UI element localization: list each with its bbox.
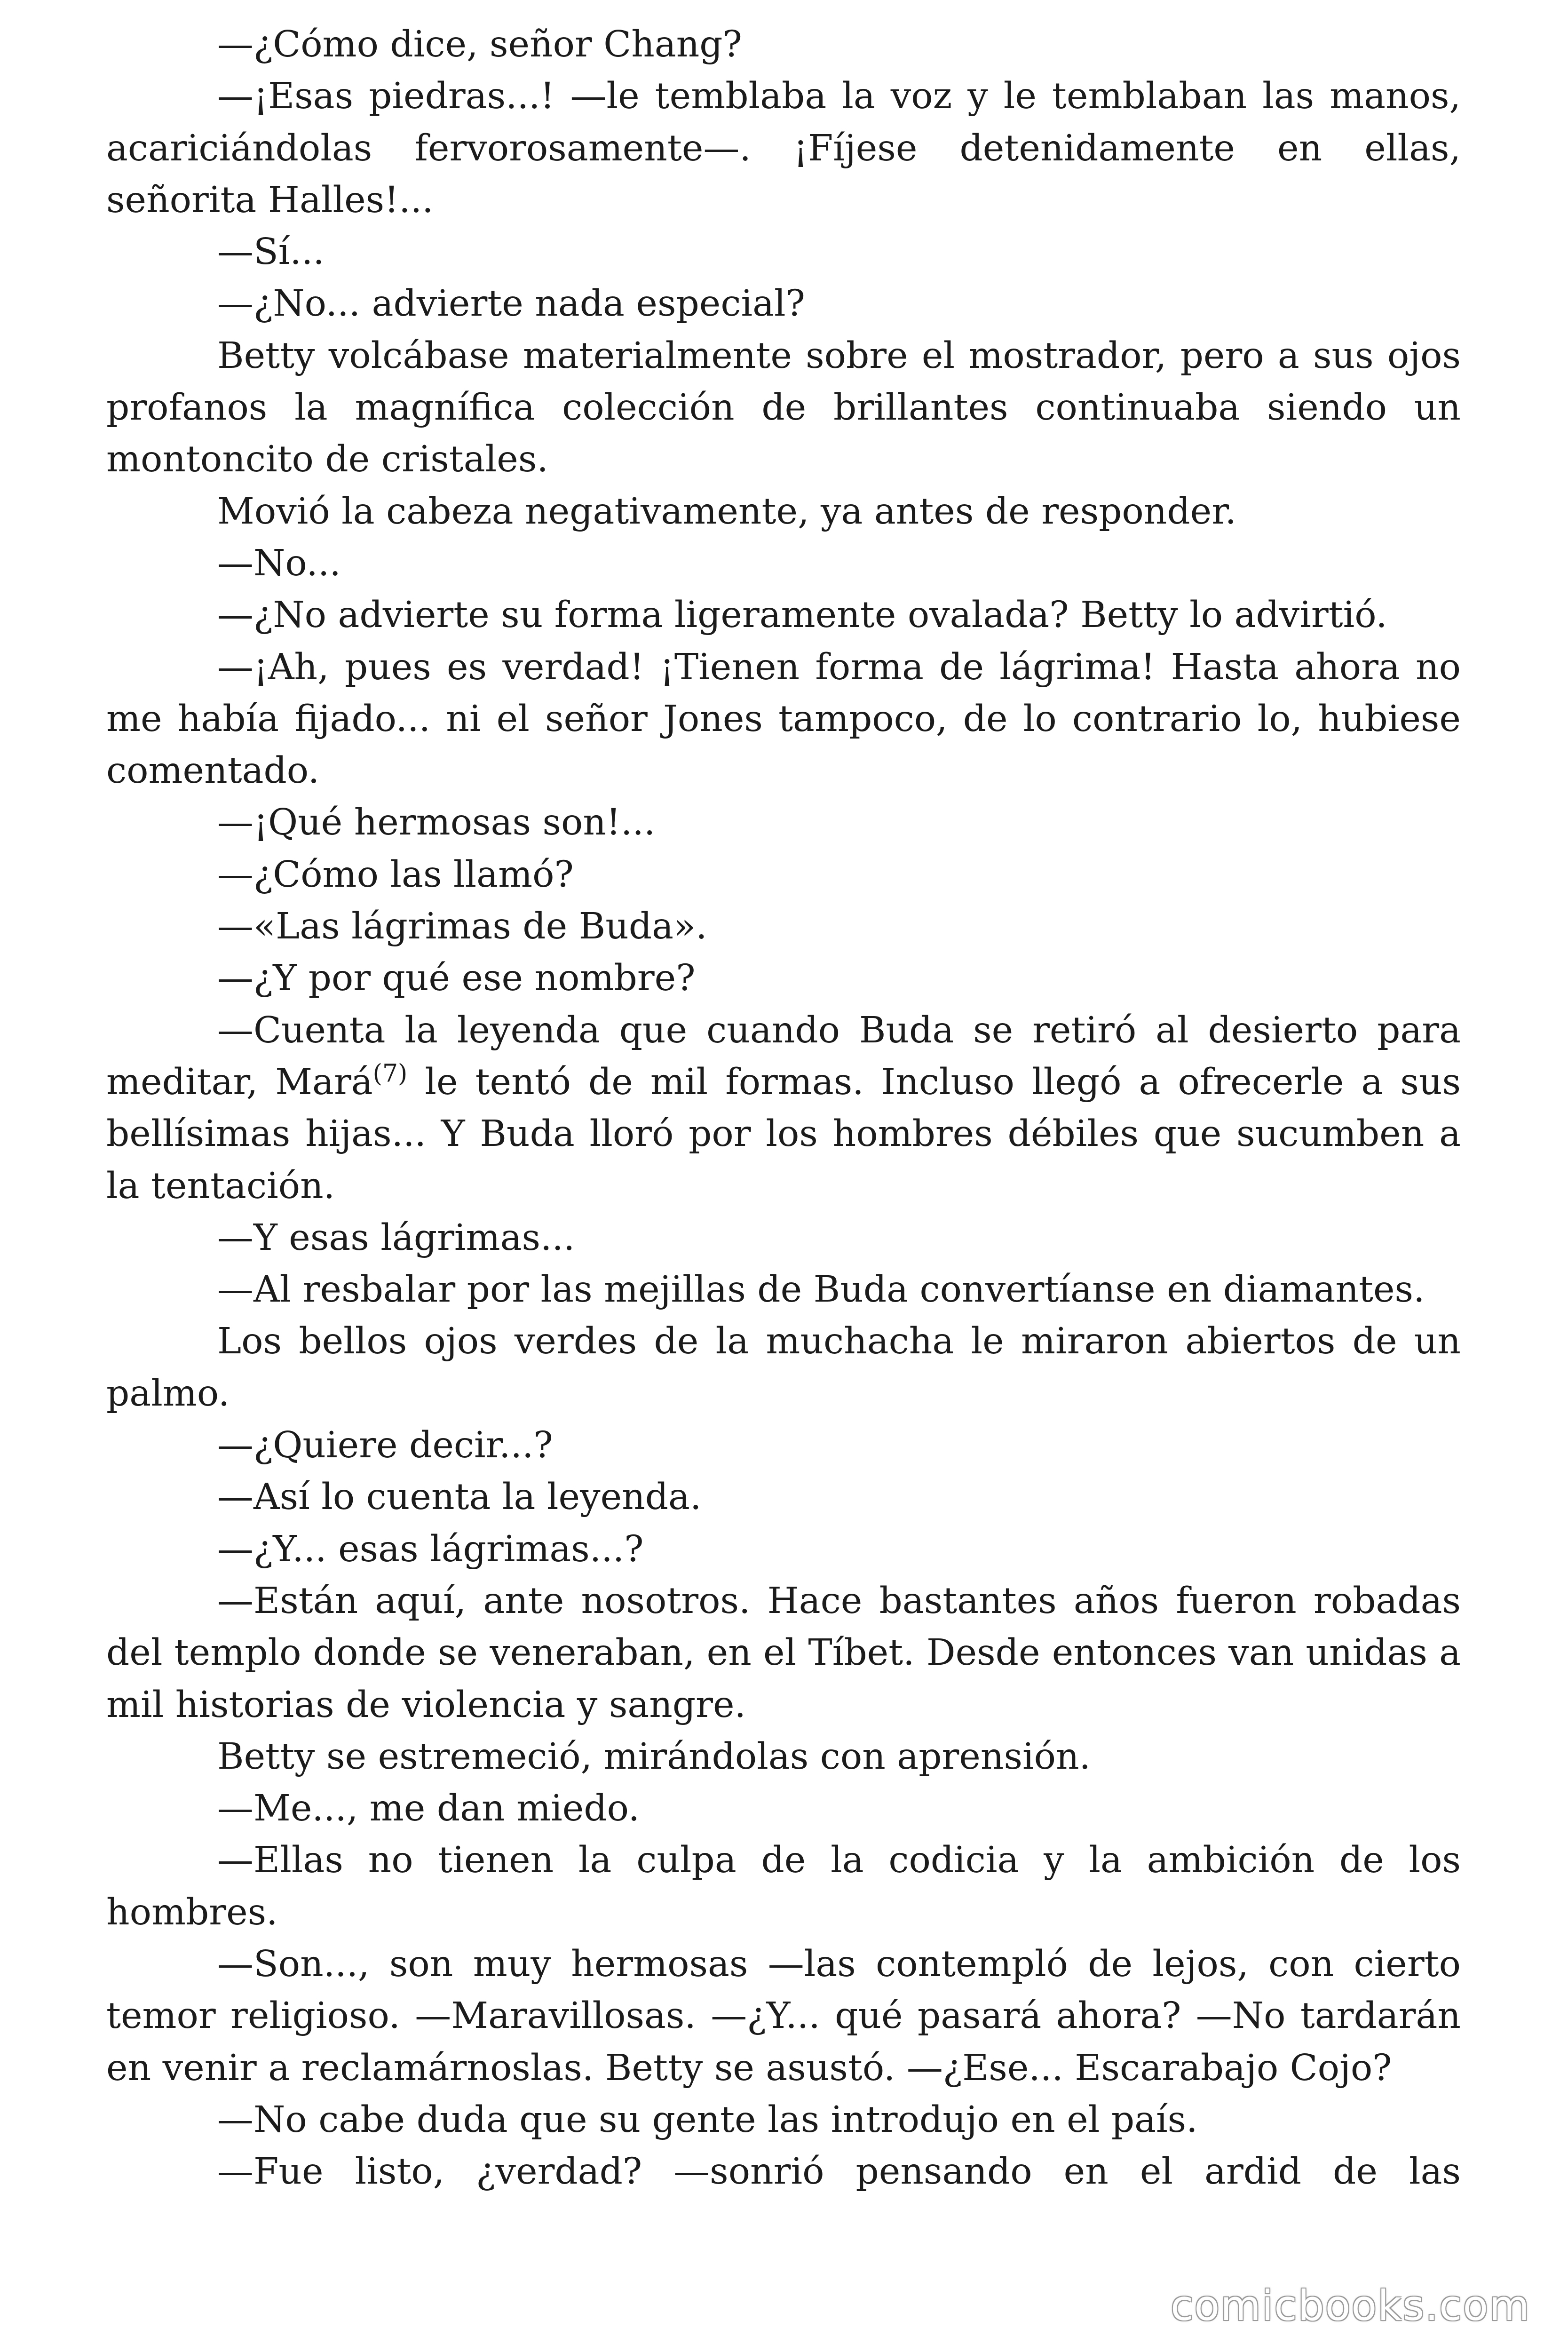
paragraph-with-footnote [106, 1005, 1461, 1212]
paragraph: —«Las lágrimas de Buda». [217, 906, 707, 948]
paragraph: —Están aquí, ante nosotros. Hace bastantes años fueron robadas del templo donde se veneraban, en el Tíbet. Desde entonces van unidas a mil historias de violencia y sangre. [106, 1580, 1461, 1726]
paragraph: —Así lo cuenta la leyenda. [217, 1476, 702, 1518]
paragraph: —¿Quiere decir...? [217, 1424, 553, 1467]
paragraph: —¿No advierte su forma ligeramente ovalada? Betty lo advirtió. [217, 594, 1387, 636]
paragraph: —Sí... [217, 231, 325, 273]
paragraph: —¿No... advierte nada especial? [217, 283, 805, 325]
paragraph: —¡Esas piedras...! —le temblaba la voz y le temblaban las manos, acariciándolas fervorosamente—. ¡Fíjese detenidamente en ellas, señorita Halles!... [106, 75, 1461, 221]
paragraph: —¿Cómo dice, señor Chang? [217, 24, 742, 65]
paragraph: —Al resbalar por las mejillas de Buda convertíanse en diamantes. [217, 1269, 1425, 1311]
paragraph: —¡Ah, pues es verdad! ¡Tienen forma de lágrima! Hasta ahora no me había fijado... ni el señor Jones tampoco, de lo contrario lo, hubiese comentado. [106, 646, 1461, 792]
paragraph: —Me..., me dan miedo. [217, 1788, 640, 1830]
paragraph: —Y esas lágrimas... [217, 1216, 575, 1259]
paragraph: Betty se estremeció, mirándolas con aprensión. [217, 1735, 1091, 1778]
paragraph: —¿Cómo las llamó? [217, 853, 574, 896]
book-page [106, 19, 1461, 2305]
paragraph: —Son..., son muy hermosas —las contempló de lejos, con cierto temor religioso. —Maravillosas. —¿Y... qué pasará ahora? —No tardarán en venir a reclamárnoslas. Betty se asustó. —¿Ese... Escarabajo Cojo? [106, 1943, 1461, 2089]
paragraph: Betty volcábase materialmente sobre el mostrador, pero a sus ojos profanos la magnífica colección de brillantes continuaba siendo un montoncito de cristales. [106, 334, 1461, 481]
paragraph-text: le tentó de mil formas. Incluso llegó a ofrecerle a sus bellísimas hijas... Y Buda lloró por los hombres débiles que sucumben a la tentación. [106, 1061, 1461, 1207]
watermark: comicbooks.com [1170, 2281, 1530, 2330]
paragraph: —¿Y por qué ese nombre? [217, 957, 696, 1000]
paragraph-continued: —Fue listo, ¿verdad? —sonrió pensando en el ardid de las [217, 2151, 1461, 2193]
paragraph-text: —Cuenta la leyenda que cuando Buda se retiró al desierto para meditar, Mará [106, 1009, 1461, 1103]
paragraph: Movió la cabeza negativamente, ya antes de responder. [217, 490, 1237, 532]
paragraph: —No... [217, 542, 341, 584]
paragraph: —¿Y... esas lágrimas...? [217, 1528, 644, 1570]
paragraph: —¡Qué hermosas son!... [217, 802, 656, 844]
footnote-marker: (7) [372, 1059, 408, 1088]
paragraph: —No cabe duda que su gente las introdujo en el país. [217, 2098, 1198, 2141]
paragraph: Los bellos ojos verdes de la muchacha le miraron abiertos de un palmo. [106, 1320, 1461, 1414]
paragraph: —Ellas no tienen la culpa de la codicia y la ambición de los hombres. [106, 1839, 1461, 1933]
